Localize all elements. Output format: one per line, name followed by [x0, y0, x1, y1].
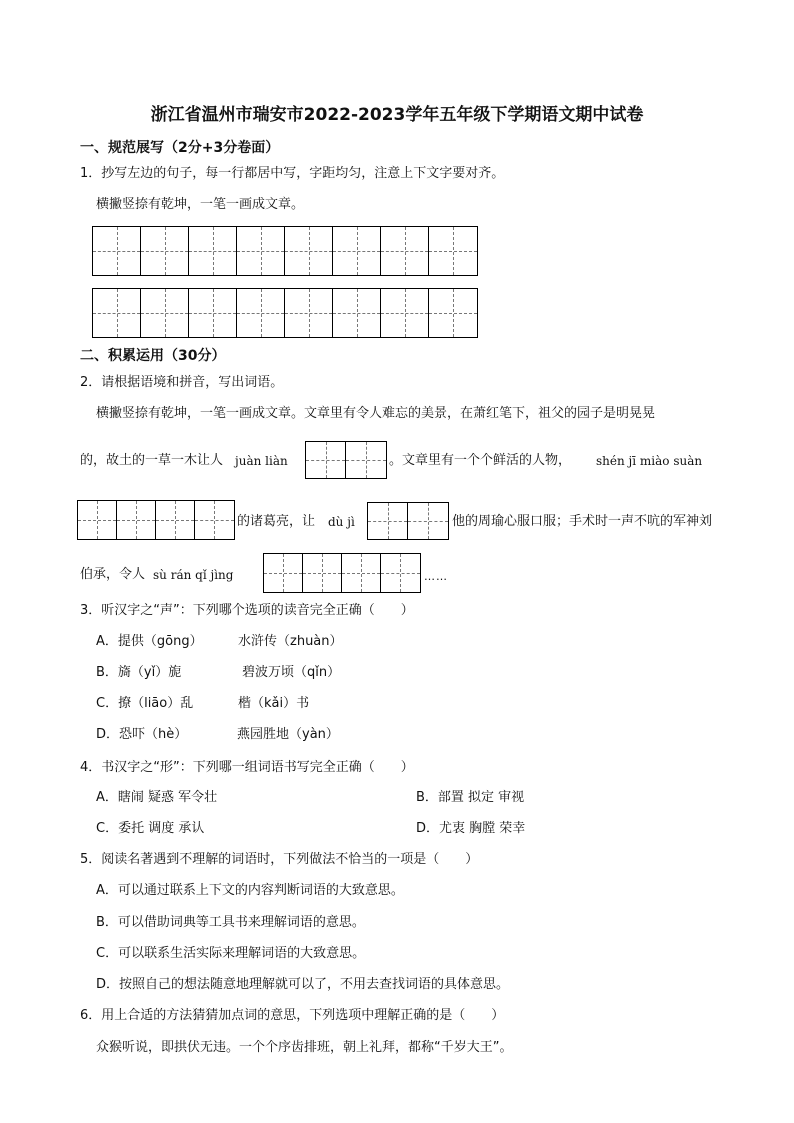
- question-2-stem: 2．请根据语境和拼音，写出词语。: [80, 375, 284, 390]
- question-6-stem: 6．用上合适的方法猜猜加点词的意思，下列选项中理解正确的是（ ）: [80, 1008, 505, 1023]
- question-2-line-4-start: 伯承，令人: [80, 567, 146, 582]
- writing-grid-row-1[interactable]: [92, 226, 478, 276]
- question-3-option-c-2: 楷（kǎi）书: [238, 696, 310, 711]
- answer-box-duji[interactable]: [367, 502, 449, 540]
- question-4-option-c[interactable]: C．委托 调度 承认: [96, 821, 205, 836]
- question-3-option-d-2: 燕园胜地（yàn）: [237, 727, 339, 742]
- answer-box-juanlian[interactable]: [305, 441, 387, 479]
- question-2-line-1: 横撇竖捺有乾坤，一笔一画成文章。文章里有令人难忘的美景，在萧红笔下，祖父的园子是明晃晃: [96, 406, 656, 421]
- question-2-line-2-start: 的，故土的一草一木让人: [80, 453, 224, 468]
- section-heading-1: 一、规范展写（2分+3分卷面）: [80, 140, 280, 156]
- question-2-line-2-end: 。文章里有一个个鲜活的人物，: [389, 453, 572, 468]
- question-5-option-a[interactable]: A．可以通过联系上下文的内容判断词语的大致意思。: [96, 883, 404, 898]
- question-2-ellipsis: ……: [424, 570, 448, 583]
- page-title: 浙江省温州市瑞安市2022-2023学年五年级下学期语文期中试卷: [150, 105, 644, 125]
- question-4-option-a[interactable]: A．瞎闹 疑惑 军令壮: [96, 790, 218, 805]
- question-3-option-b-2: 碧波万顷（qǐn）: [242, 665, 341, 680]
- question-5-stem: 5．阅读名著遇到不理解的词语时，下列做法不恰当的一项是（ ）: [80, 852, 479, 867]
- answer-box-shenjimiaosuan[interactable]: [77, 500, 235, 540]
- question-1-sentence: 横撇竖捺有乾坤，一笔一画成文章。: [96, 197, 305, 212]
- question-4-stem: 4．书汉字之“形”：下列哪一组词语书写完全正确（ ）: [80, 760, 414, 775]
- writing-grid-row-2[interactable]: [92, 288, 478, 338]
- answer-box-suranqijing[interactable]: [263, 553, 421, 593]
- question-5-option-c[interactable]: C．可以联系生活实际来理解词语的大致意思。: [96, 946, 366, 961]
- question-2-line-3-start: 的诸葛亮，让: [237, 514, 316, 529]
- section-heading-2: 二、积累运用（30分）: [80, 348, 226, 364]
- question-3-option-b-1[interactable]: B．旖（yǐ）旎: [96, 665, 182, 680]
- question-3-stem: 3．听汉字之“声”：下列哪个选项的读音完全正确（ ）: [80, 603, 414, 618]
- pinyin-surangijing: sù rán qǐ jìng: [153, 568, 234, 582]
- question-5-option-d[interactable]: D．按照自己的想法随意地理解就可以了，不用去查找词语的具体意思。: [96, 977, 510, 992]
- question-3-option-a-2: 水浒传（zhuàn）: [238, 634, 343, 649]
- pinyin-duji: dù jì: [328, 515, 355, 529]
- pinyin-juanlian: juàn liàn: [235, 454, 288, 468]
- question-5-option-b[interactable]: B．可以借助词典等工具书来理解词语的意思。: [96, 915, 365, 930]
- question-3-option-d-1[interactable]: D．恐吓（hè）: [96, 727, 188, 742]
- question-6-text: 众猴听说，即拱伏无违。一个个序齿排班，朝上礼拜，都称“千岁大王”。: [96, 1040, 513, 1055]
- question-1-stem: 1．抄写左边的句子，每一行都居中写，字距均匀，注意上下文字要对齐。: [80, 166, 505, 181]
- question-3-option-a-1[interactable]: A．提供（gōng）: [96, 634, 203, 649]
- question-3-option-c-1[interactable]: C．撩（liāo）乱: [96, 696, 194, 711]
- question-4-option-b[interactable]: B．部置 拟定 审视: [416, 790, 525, 805]
- question-2-line-3-end: 他的周瑜心服口服；手术时一声不吭的军神刘: [452, 514, 713, 529]
- question-4-option-d[interactable]: D．尤衷 胸膛 荣幸: [416, 821, 526, 836]
- pinyin-shenjimiaosuan: shén jī miào suàn: [596, 454, 703, 468]
